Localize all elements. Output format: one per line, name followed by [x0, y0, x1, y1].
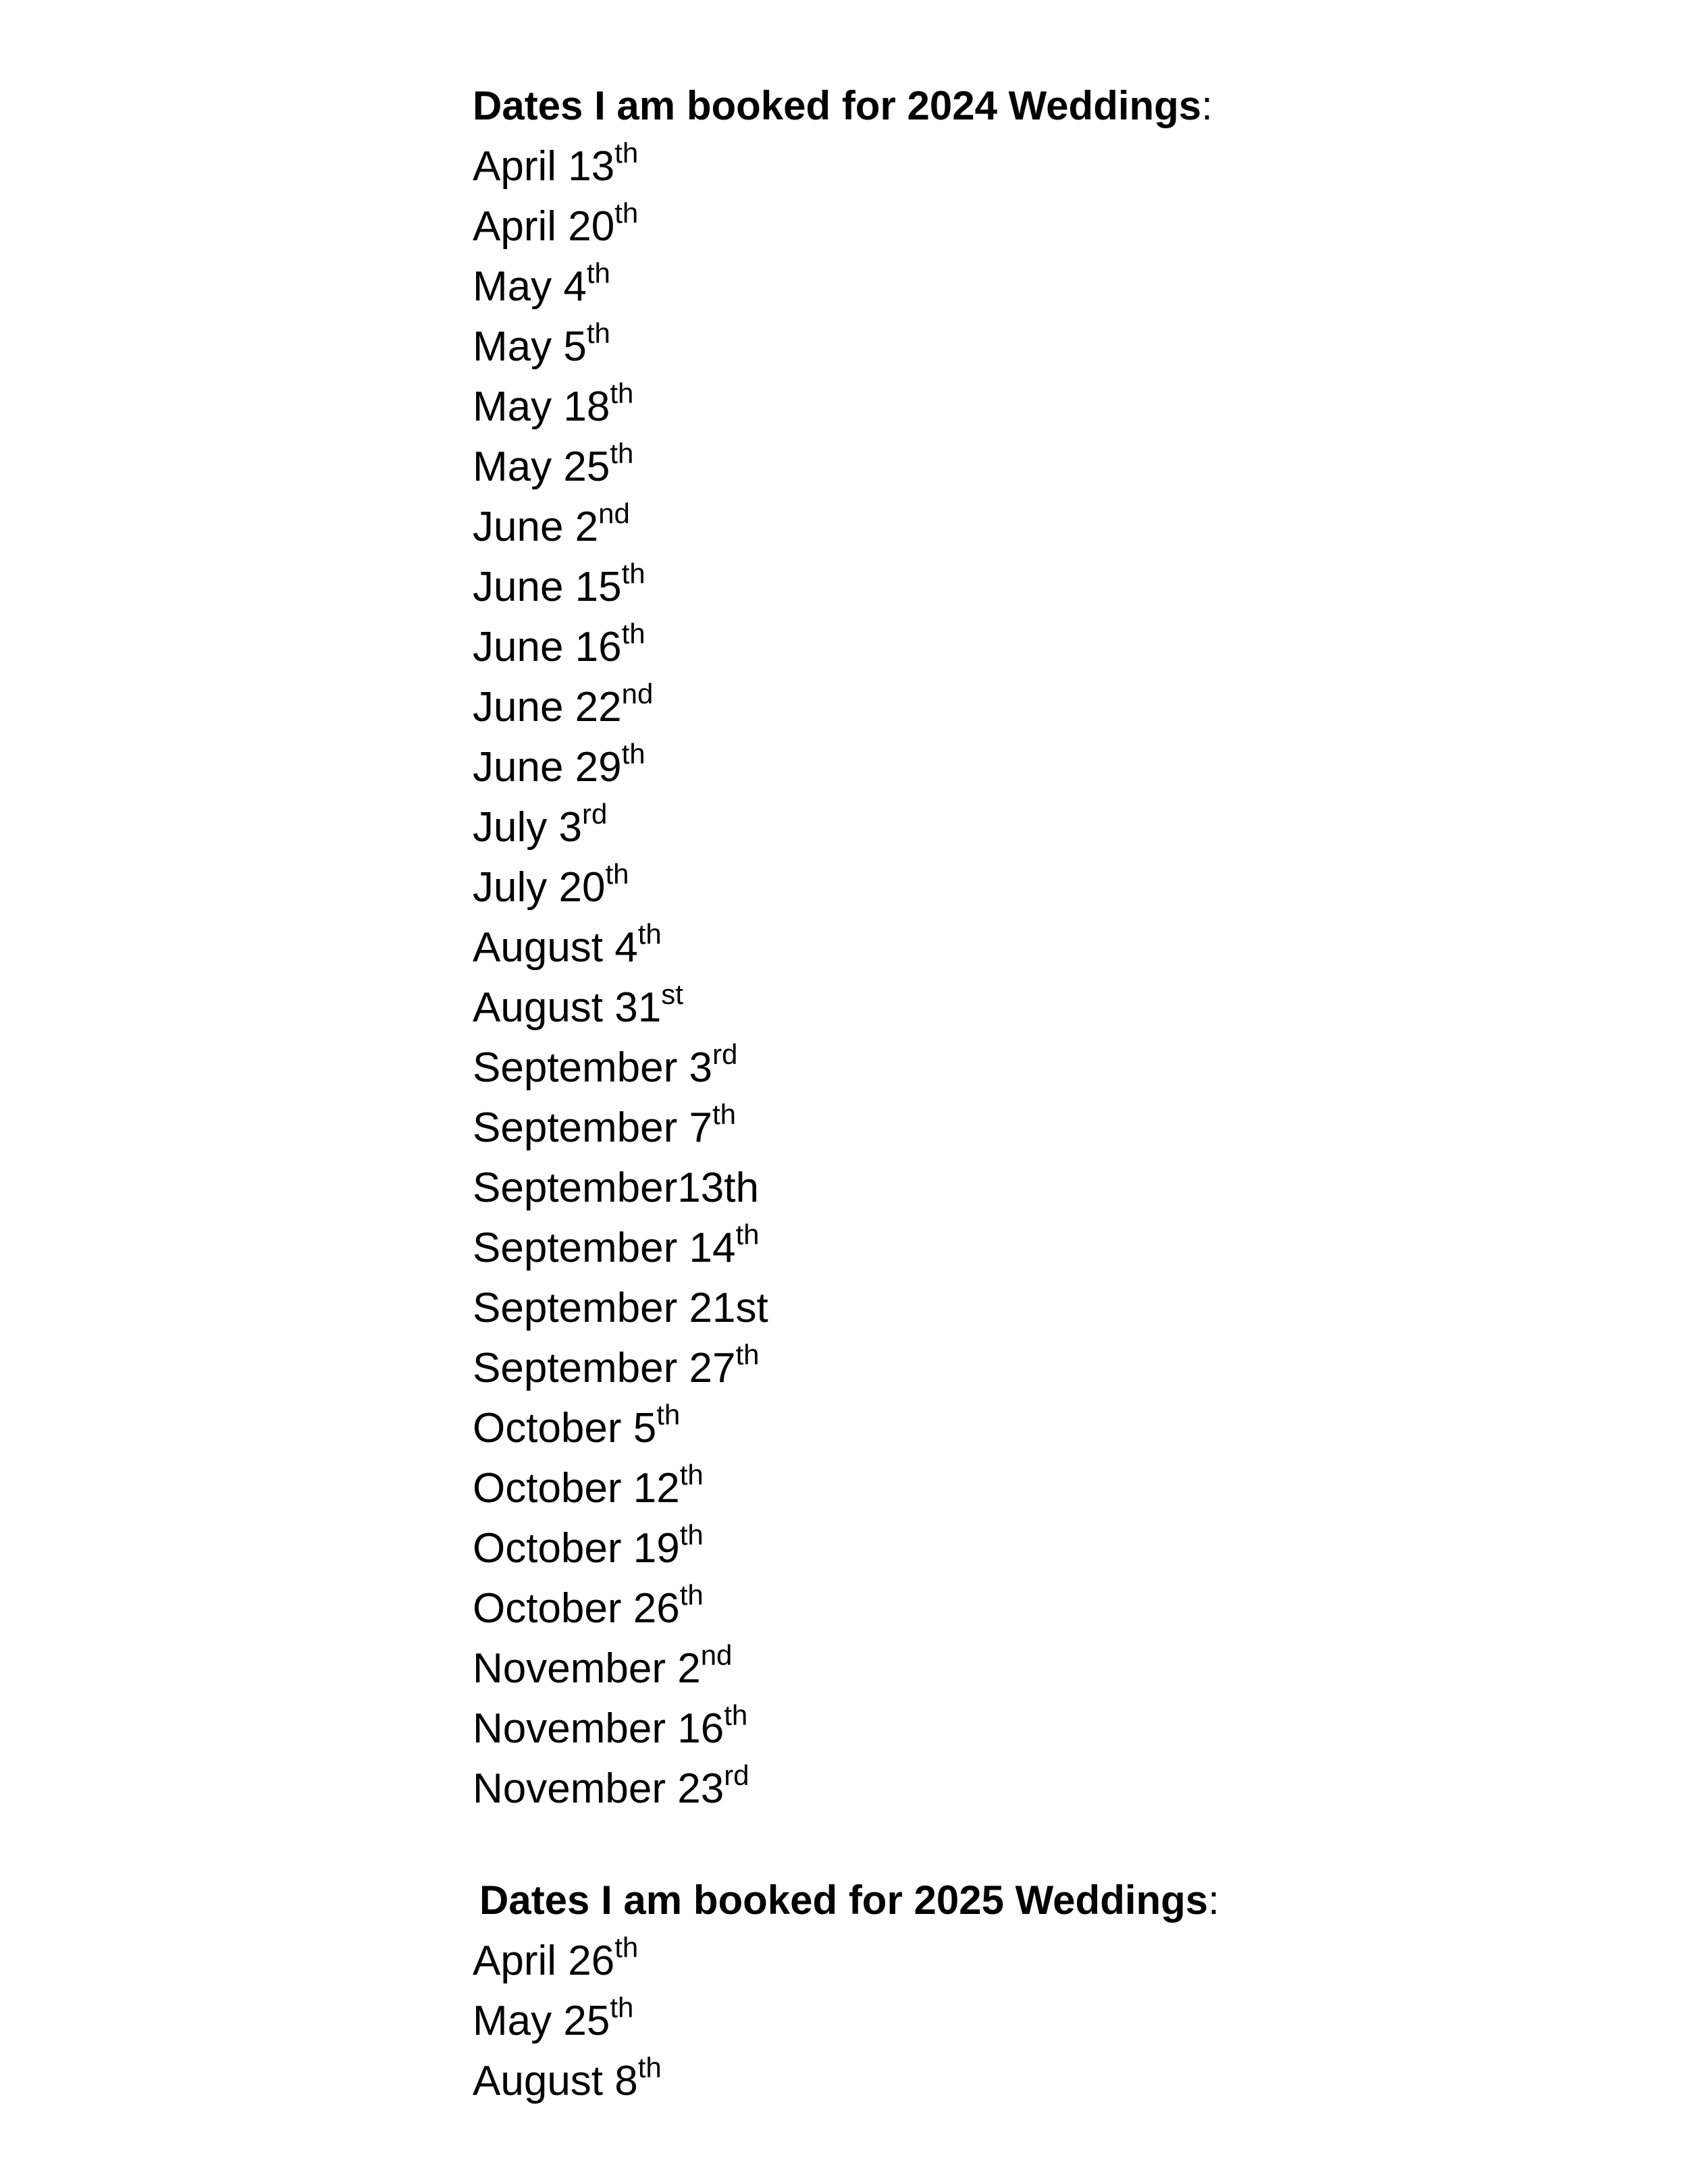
date-text: May 18 — [473, 383, 610, 430]
date-text: April 20 — [473, 203, 615, 250]
date-text: November 16 — [473, 1705, 724, 1752]
date-item — [473, 1038, 1485, 1098]
date-text: August 8 — [473, 2058, 638, 2104]
date-item — [473, 317, 1485, 377]
date-text: October 5 — [473, 1405, 657, 1451]
date-item — [473, 377, 1485, 437]
date-ordinal-suffix: th — [586, 257, 610, 290]
date-text: May 5 — [473, 323, 587, 370]
date-item — [473, 617, 1485, 677]
date-item — [473, 1398, 1485, 1458]
date-ordinal-suffix: th — [621, 618, 645, 650]
date-ordinal-suffix: nd — [700, 1639, 733, 1672]
date-ordinal-suffix: rd — [712, 1038, 738, 1071]
date-ordinal-suffix: th — [610, 437, 634, 470]
date-item — [473, 1699, 1485, 1759]
date-ordinal-suffix: th — [735, 1219, 760, 1251]
date-text: June 2 — [473, 504, 599, 550]
date-item — [473, 257, 1485, 317]
date-text: September 7 — [473, 1104, 712, 1151]
date-ordinal-suffix: nd — [621, 678, 654, 710]
date-text: April 26 — [473, 1938, 615, 1984]
date-text: June 16 — [473, 624, 622, 670]
date-text: July 3 — [473, 804, 582, 851]
date-text: May 25 — [473, 444, 610, 490]
section-2025-weddings — [473, 1870, 1485, 2111]
date-item — [473, 1098, 1485, 1158]
date-item — [473, 1158, 1485, 1218]
date-ordinal-suffix: th — [586, 317, 610, 350]
date-item — [473, 797, 1485, 857]
date-ordinal-suffix: nd — [598, 498, 630, 530]
date-ordinal-suffix: rd — [581, 798, 608, 830]
date-text: August 4 — [473, 924, 638, 971]
date-item — [473, 136, 1485, 196]
date-text: May 4 — [473, 263, 587, 310]
date-ordinal-suffix: th — [637, 2052, 662, 2084]
date-item — [473, 737, 1485, 797]
date-item — [473, 1518, 1485, 1578]
date-text: October 19 — [473, 1525, 680, 1572]
section-2024-weddings — [473, 76, 1485, 1819]
date-item — [473, 1639, 1485, 1699]
date-text: June 29 — [473, 744, 622, 791]
date-ordinal-suffix: th — [621, 558, 645, 590]
date-ordinal-suffix: th — [614, 1932, 639, 1964]
date-item — [473, 857, 1485, 917]
date-list — [473, 136, 1485, 1819]
date-text: November 23 — [473, 1765, 724, 1812]
date-text: July 20 — [473, 864, 606, 911]
date-item — [473, 1338, 1485, 1398]
heading-text: Dates I am booked for 2025 Weddings — [479, 1877, 1209, 1923]
date-item — [473, 1218, 1485, 1278]
heading-colon: : — [1201, 83, 1213, 128]
date-item — [473, 196, 1485, 257]
date-text: September 14 — [473, 1225, 736, 1271]
date-text: September13th — [473, 1165, 759, 1211]
date-item — [473, 978, 1485, 1038]
date-item — [473, 677, 1485, 737]
date-list — [473, 1931, 1485, 2111]
date-item — [473, 1578, 1485, 1639]
date-ordinal-suffix: th — [610, 1992, 634, 2024]
date-ordinal-suffix: st — [661, 978, 683, 1011]
heading-text: Dates I am booked for 2024 Weddings — [473, 83, 1202, 128]
date-text: October 12 — [473, 1465, 680, 1512]
date-ordinal-suffix: th — [735, 1339, 760, 1371]
date-text: April 13 — [473, 143, 615, 190]
date-ordinal-suffix: th — [679, 1459, 704, 1491]
date-ordinal-suffix: th — [679, 1579, 704, 1612]
date-text: October 26 — [473, 1585, 680, 1632]
date-ordinal-suffix: th — [614, 197, 639, 230]
date-ordinal-suffix: th — [637, 918, 662, 951]
date-ordinal-suffix: rd — [724, 1759, 749, 1792]
date-ordinal-suffix: th — [614, 137, 639, 169]
date-ordinal-suffix: th — [621, 738, 645, 770]
date-text: June 15 — [473, 564, 622, 610]
date-text: November 2 — [473, 1645, 701, 1692]
date-text: September 21st — [473, 1285, 768, 1331]
date-item — [473, 2051, 1485, 2111]
heading-colon: : — [1208, 1877, 1219, 1923]
date-item — [473, 1759, 1485, 1819]
date-text: May 25 — [473, 1998, 610, 2044]
date-ordinal-suffix: th — [656, 1399, 681, 1431]
date-ordinal-suffix: th — [679, 1519, 704, 1551]
date-item — [473, 1991, 1485, 2051]
date-item — [473, 1458, 1485, 1518]
section-heading — [473, 76, 1485, 136]
section-heading — [479, 1870, 1485, 1931]
date-ordinal-suffix: th — [605, 858, 629, 890]
date-item — [473, 1278, 1485, 1338]
date-text: June 22 — [473, 684, 622, 730]
date-item — [473, 917, 1485, 978]
date-ordinal-suffix: th — [610, 377, 634, 410]
date-text: September 3 — [473, 1044, 712, 1091]
date-item — [473, 437, 1485, 497]
date-ordinal-suffix: th — [712, 1098, 737, 1131]
date-item — [473, 497, 1485, 557]
date-item — [473, 1931, 1485, 1991]
date-item — [473, 557, 1485, 617]
date-ordinal-suffix: th — [724, 1699, 748, 1732]
date-text: September 27 — [473, 1345, 736, 1391]
date-text: August 31 — [473, 984, 662, 1031]
